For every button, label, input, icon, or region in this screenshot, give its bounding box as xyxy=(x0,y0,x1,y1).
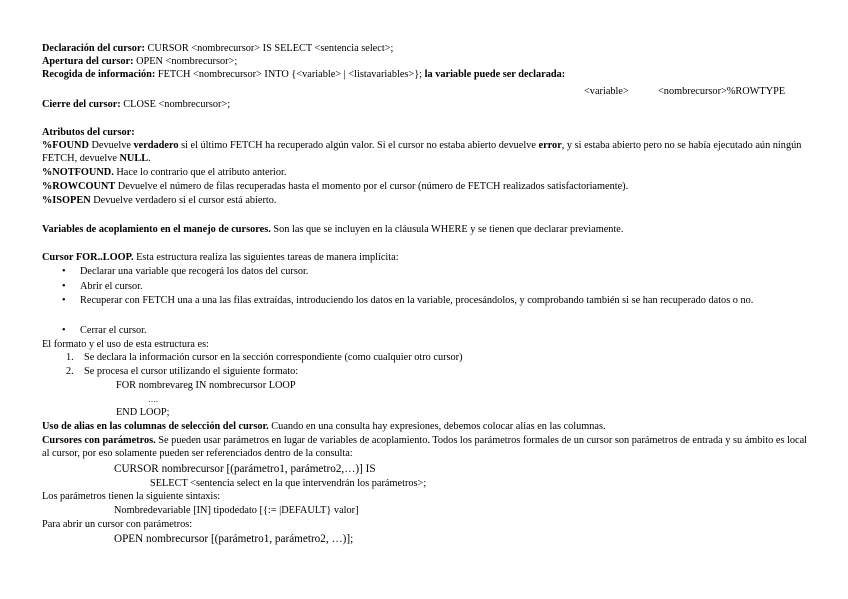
for-loop-label: Cursor FOR..LOOP. xyxy=(42,252,134,263)
step-text: Se procesa el cursor utilizando el siguiente formato: xyxy=(84,366,299,377)
attr-found-paragraph: %FOUND Devuelve verdadero si el último FETCH ha recuperado algún valor. Si el cursor no estaba abierto devuelve error, y si estaba abierto pero no se había ejecutado aún ningún FETCH, devuelve NULL. xyxy=(42,140,802,164)
list-item: Cerrar el cursor. xyxy=(80,325,147,336)
alias-label: Uso de alias en las columnas de selección del cursor. xyxy=(42,421,269,432)
attributes-title: Atributos del cursor: xyxy=(42,127,135,138)
attr-notfound-line: %NOTFOUND. Hace lo contrario que el atributo anterior. xyxy=(42,167,287,178)
params-code-syntax: Nombredevariable [IN] tipodedato [{:= |DEFAULT} valor] xyxy=(114,505,359,516)
params-code-cursor: CURSOR nombrecursor [(parámetro1, parámetro2,…)] IS xyxy=(114,463,376,475)
bullet-icon: • xyxy=(62,266,66,277)
cursor-fetch-line xyxy=(42,69,565,82)
cursor-close-label: Cierre del cursor: xyxy=(42,99,121,110)
cursor-declaration-line xyxy=(42,43,393,56)
step-number: 1. xyxy=(66,352,74,363)
cursor-close-text: CLOSE <nombrecursor>; xyxy=(120,99,231,110)
params-code-select: SELECT <sentencia select en la que intervendrán los parámetros>; xyxy=(150,478,427,489)
for-loop-code-end: END LOOP; xyxy=(116,407,170,418)
attr-rowcount-line: %ROWCOUNT Devuelve el número de filas recuperadas hasta el momento por el cursor (número de FETCH realizados satisfactoriamente). xyxy=(42,181,629,192)
bind-variables-label: Variables de acoplamiento en el manejo de cursores. xyxy=(42,224,271,235)
params-code-open: OPEN nombrecursor [(parámetro1, parámetro2, …)]; xyxy=(114,533,354,545)
attr-isopen-line: %ISOPEN Devuelve verdadero si el cursor está abierto. xyxy=(42,195,277,206)
cursor-declaration-text: CURSOR <nombrecursor> IS SELECT <sentencia select>; xyxy=(144,43,394,54)
params-syntax-intro: Los parámetros tienen la siguiente sintaxis: xyxy=(42,491,221,502)
for-loop-line: Cursor FOR..LOOP. Esta estructura realiza las siguientes tareas de manera implícita: xyxy=(42,252,399,263)
cursor-fetch-label: Recogida de información: xyxy=(42,69,156,80)
cursor-fetch-declared-label: la variable puede ser declarada: xyxy=(424,69,566,80)
cursor-open-label: Apertura del cursor: xyxy=(42,56,134,67)
attr-isopen-label: %ISOPEN xyxy=(42,195,91,206)
cursor-declaration-label: Declaración del cursor: xyxy=(42,43,145,54)
cursor-fetch-text: FETCH <nombrecursor> INTO {<variable> | <listavariables>}; xyxy=(155,69,425,80)
list-item: Abrir el cursor. xyxy=(80,281,143,292)
params-label: Cursores con parámetros. xyxy=(42,435,156,446)
fetch-type-rowtype: <nombrecursor>%ROWTYPE xyxy=(658,86,786,97)
list-item: Recuperar con FETCH una a una las filas extraídas, introduciendo los datos en la variable, procesándolos, y comprobando también si se han recuperado datos o no. xyxy=(80,295,754,306)
bullet-icon: • xyxy=(62,295,66,306)
params-open-intro: Para abrir un cursor con parámetros: xyxy=(42,519,193,530)
fetch-type-variable: <variable> xyxy=(584,86,629,97)
format-intro: El formato y el uso de esta estructura es: xyxy=(42,339,209,350)
for-loop-code-start: FOR nombrevareg IN nombrecursor LOOP xyxy=(116,380,296,391)
step-text: Se declara la información cursor en la sección correspondiente (como cualquier otro cursor) xyxy=(84,352,463,363)
list-item: Declarar una variable que recogerá los datos del cursor. xyxy=(80,266,309,277)
bullet-icon: • xyxy=(62,325,66,336)
bullet-icon: • xyxy=(62,281,66,292)
step-number: 2. xyxy=(66,366,74,377)
attr-notfound-label: %NOTFOUND. xyxy=(42,167,114,178)
attr-rowcount-label: %ROWCOUNT xyxy=(42,181,116,192)
alias-line: Uso de alias en las columnas de selección del cursor. Cuando en una consulta hay expresiones, debemos colocar alias en las columnas. xyxy=(42,421,606,432)
for-loop-code-ellipsis: …. xyxy=(148,395,158,404)
attr-found-label: %FOUND xyxy=(42,140,89,151)
bind-variables-line: Variables de acoplamiento en el manejo de cursores. Son las que se incluyen en la cláusula WHERE y se tienen que declarar previamente. xyxy=(42,224,624,235)
cursor-open-line xyxy=(42,56,237,69)
cursor-close-line xyxy=(42,99,230,112)
cursor-open-text: OPEN <nombrecursor>; xyxy=(133,56,238,67)
params-paragraph: Cursores con parámetros. Se pueden usar parámetros en lugar de variables de acoplamiento. Todos los parámetros formales de un cursor son parámetros de entrada y su ámbito es local al cursor, por eso solamente pueden ser referenciados dentro de la consulta: xyxy=(42,435,808,459)
